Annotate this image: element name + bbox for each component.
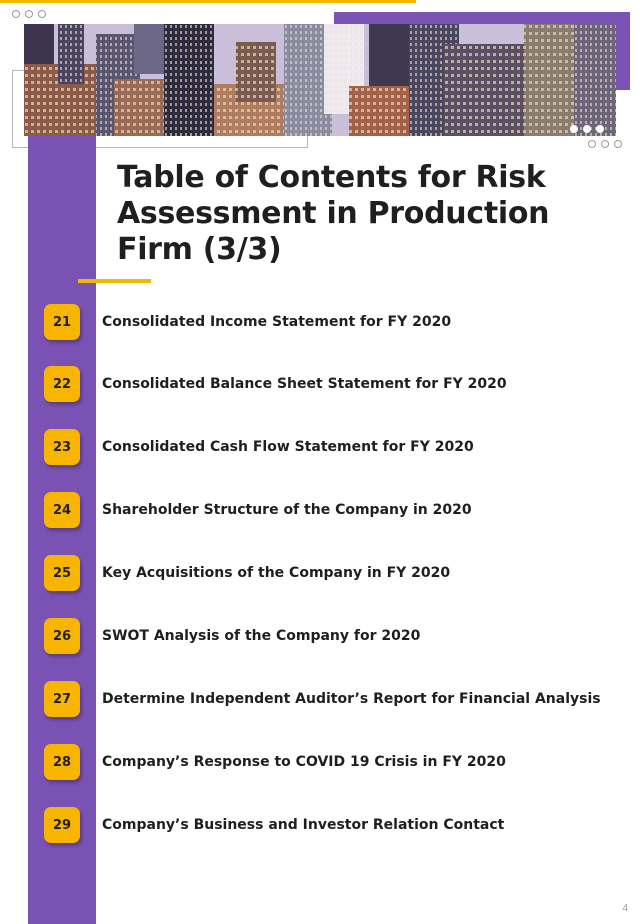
decorative-dots-top-left [12, 10, 46, 18]
toc-item[interactable] [44, 744, 506, 780]
toc-item[interactable] [44, 555, 451, 591]
toc-item[interactable] [44, 681, 601, 717]
top-accent-bar [0, 0, 416, 3]
dot-icon [570, 125, 578, 133]
toc-item[interactable] [44, 429, 474, 465]
toc-item[interactable] [44, 304, 452, 340]
section-number-badge: 27 [44, 681, 80, 717]
dot-icon [601, 140, 609, 148]
purple-sidebar [28, 136, 96, 924]
toc-item[interactable] [44, 618, 421, 654]
section-number-badge: 26 [44, 618, 80, 654]
dot-icon [596, 125, 604, 133]
toc-item-label: Company’s Business and Investor Relation Contact [102, 817, 505, 833]
page-title: Table of Contents for Risk Assessment in Production Firm (3/3) [117, 160, 550, 267]
toc-item-label: Shareholder Structure of the Company in 2020 [102, 502, 472, 518]
section-number-badge: 25 [44, 555, 80, 591]
toc-item[interactable] [44, 807, 505, 843]
decorative-dots-right [588, 140, 622, 148]
toc-item[interactable] [44, 366, 507, 402]
toc-item[interactable] [44, 492, 472, 528]
dot-icon [614, 140, 622, 148]
title-underline [78, 279, 151, 283]
section-number-badge: 21 [44, 304, 80, 340]
section-number-badge: 29 [44, 807, 80, 843]
section-number-badge: 24 [44, 492, 80, 528]
section-number-badge: 23 [44, 429, 80, 465]
dot-icon [588, 140, 596, 148]
section-number-badge: 22 [44, 366, 80, 402]
toc-item-label: Consolidated Cash Flow Statement for FY 2020 [102, 439, 474, 455]
decorative-dots-hero [570, 125, 604, 133]
dot-icon [25, 10, 33, 18]
dot-icon [583, 125, 591, 133]
toc-item-label: SWOT Analysis of the Company for 2020 [102, 628, 421, 644]
page-number: 4 [622, 903, 628, 914]
toc-item-label: Key Acquisitions of the Company in FY 2020 [102, 565, 451, 581]
toc-item-label: Company’s Response to COVID 19 Crisis in FY 2020 [102, 754, 506, 770]
city-skyline-image [24, 24, 616, 136]
skyline-illustration [24, 24, 616, 136]
toc-item-label: Consolidated Balance Sheet Statement for FY 2020 [102, 376, 507, 392]
toc-item-label: Determine Independent Auditor’s Report for Financial Analysis [102, 691, 601, 707]
dot-icon [12, 10, 20, 18]
section-number-badge: 28 [44, 744, 80, 780]
toc-item-label: Consolidated Income Statement for FY 2020 [102, 314, 452, 330]
dot-icon [38, 10, 46, 18]
